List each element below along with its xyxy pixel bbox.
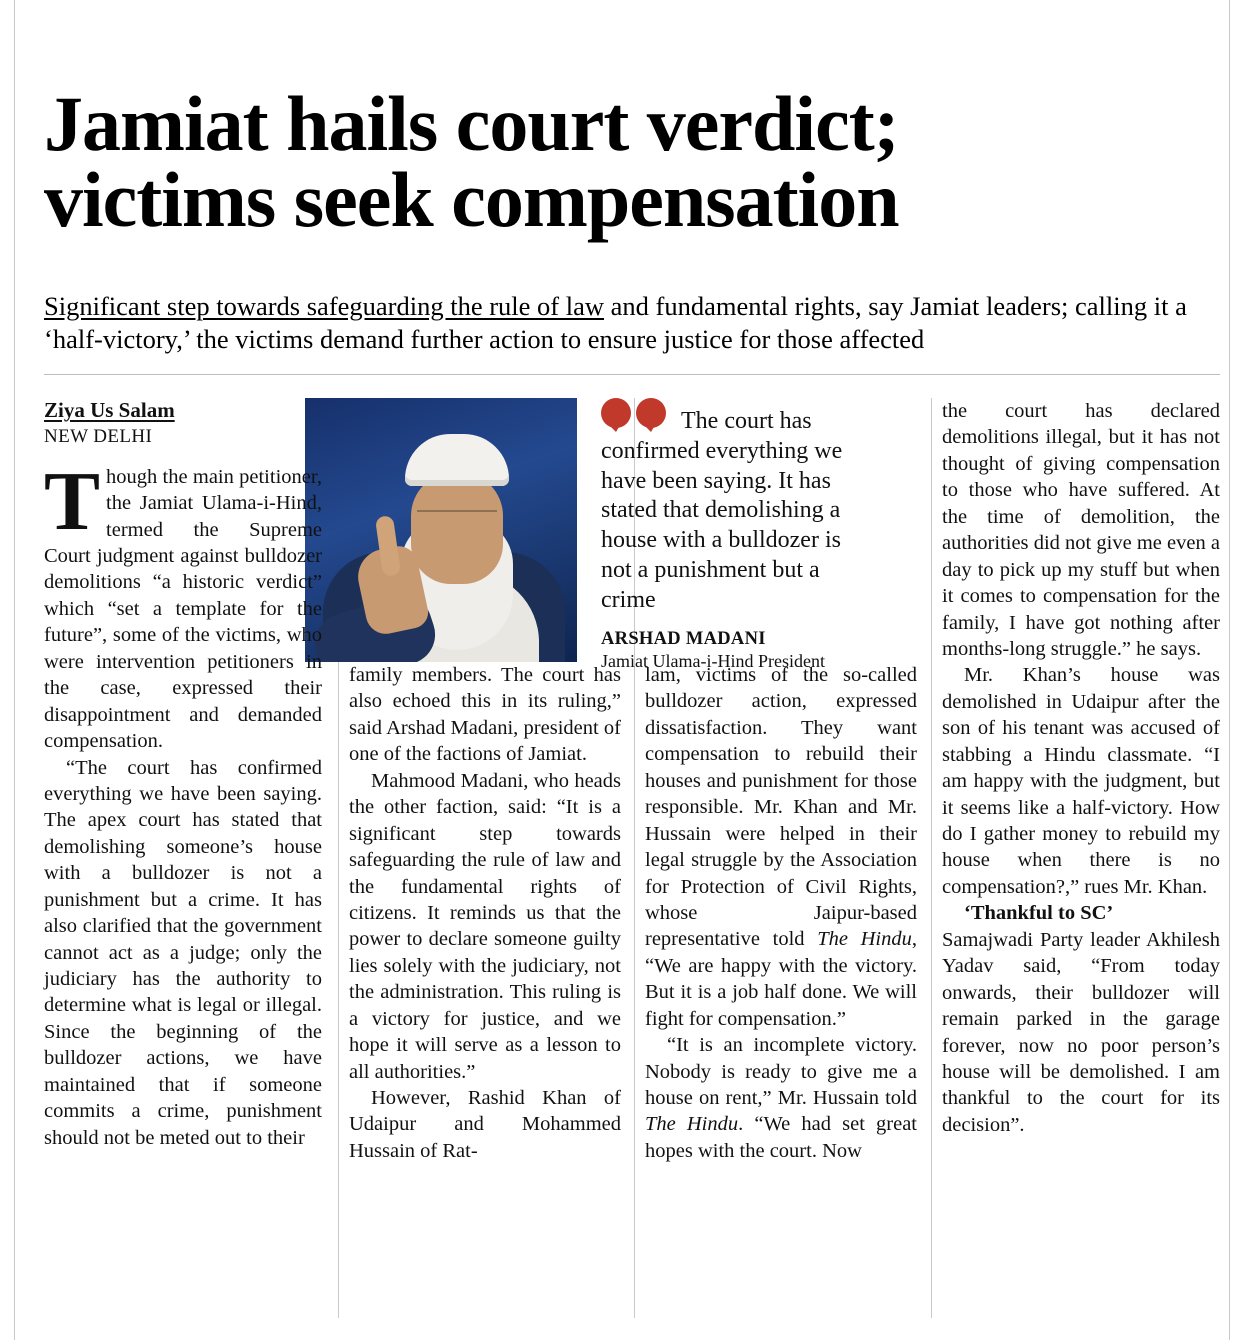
page-title (44, 80, 1220, 243)
section-subhead: ‘Thankful to SC’ (964, 902, 1114, 925)
deck-lead: Significant step towards safeguarding the rule of law (44, 290, 605, 321)
paragraph-text: hough the main petitioner, the Jamiat Ulama-i-Hind, termed the Supreme Court judgment against bulldozer demolitions “a historic verdict” which “set a template for the future”, some of the victims, who were intervention petitioners in the case, expressed their disappointment and demanded compensation. (44, 465, 322, 753)
deck-rest: and fundamental rights, say Jamiat leaders; calling it a ‘half-victory,’ the victims demand further action to ensure justice for those affected (44, 290, 1187, 354)
paragraph: However, Rashid Khan of Udaipur and Mohammed Hussain of Rat- (349, 1087, 621, 1162)
paragraph: lam, victims of the so-called bulldozer action, expressed dissatisfaction. They want compensation to rebuild their houses and punishment for those responsible. Mr. Khan and Mr. Hussain were helped in their legal struggle by the Association for Protection of Civil Rights, whose Jaipur-based representative told The Hindu, “We are happy with the victory. But it is a job half done. We will fight for compensation.” (645, 664, 917, 1030)
paragraph: Samajwadi Party leader Akhilesh Yadav said, “From today onwards, their bulldozer will remain parked in the garage forever, now no poor person’s house will be demolished. I am thankful to the court for its decision”. (942, 928, 1220, 1136)
pull-quote-text: The court has confirmed everything we have been saying. It has stated that demolishing a house with a bulldozer is not a punishment but a crime (601, 408, 843, 613)
headline-line-1: Jamiat hails court verdict; (44, 80, 899, 167)
headline-line-2: victims seek compensation (44, 155, 899, 243)
body-column-3 (645, 662, 917, 1164)
page-right-rule (1229, 0, 1230, 1340)
drop-cap: T (44, 454, 101, 548)
body-column-4 (942, 398, 1220, 1138)
pull-quote-attribution-name: ARSHAD MADANI (601, 629, 766, 650)
pull-quote-attribution-role: Jamiat Ulama-i-Hind President (601, 651, 825, 672)
paragraph: “The court has confirmed everything we have been saying. The apex court has stated that demolishing someone’s house with a bulldozer is not a punishment but a crime. It has also clarified that the government cannot act as a judge; only the judiciary has the authority to determine what is legal or illegal. Since the beginning of the bulldozer actions, we have maintained that if someone commits a crime, punishment should not be meted out to their (44, 756, 322, 1149)
paragraph: Mahmood Madani, who heads the other faction, said: “It is a significant step towards safeguarding the rule of law and the fundamental rights of citizens. It reminds us that the power to declare someone guilty lies solely with the judiciary, not the administration. This ruling is a victory for justice, and we hope it will serve as a lesson to all authorities.” (349, 769, 621, 1083)
paragraph: “It is an incomplete victory. Nobody is ready to give me a house on rent,” Mr. Hussain told The Hindu. “We had set great hopes with the court. Now (645, 1034, 917, 1162)
article-header (44, 0, 1220, 375)
paragraph: Mr. Khan’s house was demolished in Udaipur after the son of his tenant was accused of stabbing a Hindu classmate. “I am happy with the judgment, but it seems like a half-victory. How do I gather money to rebuild my house when there is no compensation?,” rues Mr. Khan. (942, 664, 1220, 898)
article-body (44, 398, 1220, 1318)
byline-dateline: NEW DELHI (44, 426, 153, 448)
article-deck (44, 290, 1220, 357)
body-column-2 (349, 662, 621, 1164)
body-column-1 (44, 398, 322, 1151)
paragraph: family members. The court has also echoed this in its ruling,” said Arshad Madani, president of one of the factions of Jamiat. (349, 664, 621, 766)
byline-author: Ziya Us Salam (44, 398, 175, 422)
paragraph (44, 454, 322, 755)
page-left-rule (14, 0, 15, 1340)
deck-divider (44, 374, 1220, 375)
paragraph: the court has declared demolitions illegal, but it has not thought of giving compensation to those who have suffered. At the time of demolition, the authorities did not give me even a day to pick up my stuff but when it comes to compensation for the family, I have got nothing after months-long struggle.” he says. (942, 400, 1220, 660)
